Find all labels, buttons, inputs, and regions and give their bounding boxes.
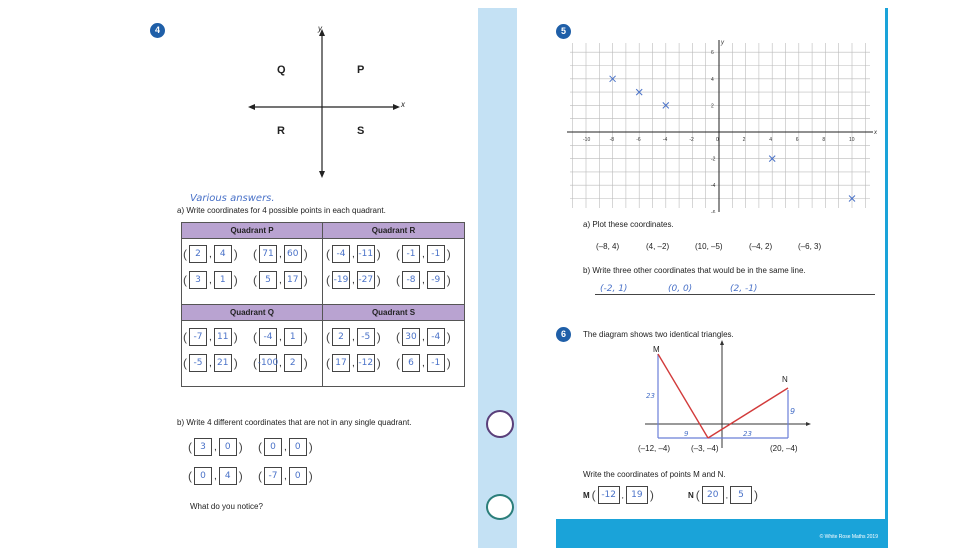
close-paren: ) [233,247,238,261]
point-n-label: N [782,375,788,384]
y-tick-label: 4 [711,76,714,83]
header-quadrant-q: Quadrant Q [182,304,323,321]
q5-part-a: a) Plot these coordinates. [583,220,674,229]
x-box: 5 [259,271,277,289]
q6-prompt: Write the coordinates of points M and N. [583,470,726,479]
x-box: -8 [402,271,420,289]
close-paren: ) [303,247,308,261]
grid-x-label: x [874,130,877,136]
m-answer [583,486,654,504]
coordinate-cell [253,326,308,348]
label-left-point: (–12, –4) [638,444,671,453]
x-box: 0 [194,467,212,485]
comma: , [284,470,287,482]
open-paren: ( [695,488,700,502]
annotation-9-right: 9 [790,407,796,416]
y-tick-label: -4 [711,183,716,190]
y-box: -12 [357,354,375,372]
n-answer [688,486,758,504]
copyright: © White Rose Maths 2019 [819,534,878,540]
x-tick-label: 10 [849,137,855,143]
triangles-diagram [640,340,815,450]
header-quadrant-s: Quadrant S [323,304,464,321]
answer-line [595,294,875,295]
close-paren: ) [376,247,381,261]
close-paren: ) [233,356,238,370]
x-box: 30 [402,328,420,346]
close-paren: ) [238,469,243,483]
n-x-box: 20 [702,486,724,504]
coordinate-grid [565,38,877,213]
page-footer [556,519,886,548]
q5-answer-2: (0, 0) [668,284,693,294]
close-paren: ) [303,330,308,344]
comma: , [352,248,355,260]
y-box: -1 [427,245,445,263]
open-paren: ( [183,273,187,287]
open-paren: ( [253,330,257,344]
open-paren: ( [188,440,192,454]
y-box: -4 [427,328,445,346]
close-paren: ) [303,356,308,370]
x-tick-label: 4 [769,137,772,143]
comma: , [279,357,282,369]
x-box: 6 [402,354,420,372]
coordinate-cell [396,352,451,374]
header-quadrant-r: Quadrant R [323,223,464,239]
x-box: 17 [332,354,350,372]
y-box: 4 [219,467,237,485]
comma: , [209,357,212,369]
axis-x-label: x [401,100,405,109]
close-paren: ) [446,356,451,370]
quadrant-r-label: R [277,125,285,137]
close-paren: ) [754,488,759,502]
close-paren: ) [376,273,381,287]
comma: , [422,331,425,343]
coordinate-cell [326,352,381,374]
coordinate-cell [253,269,308,291]
q5-answer-3: (2, -1) [730,284,758,294]
y-box: -5 [357,328,375,346]
comma: , [279,274,282,286]
open-paren: ( [396,247,400,261]
question-4-badge: 4 [150,23,165,38]
y-box: 4 [214,245,232,263]
comma: , [422,357,425,369]
comma: , [352,274,355,286]
open-paren: ( [183,247,187,261]
y-box: -27 [357,271,375,289]
x-box: -4 [332,245,350,263]
quadrant-p-label: P [357,64,365,76]
x-box: -5 [189,354,207,372]
coord-2: (4, –2) [646,242,670,251]
comma: , [209,331,212,343]
open-paren: ( [183,330,187,344]
comma: , [725,490,729,500]
y-box: 21 [214,354,232,372]
x-tick-label: 8 [822,137,826,143]
x-box: 3 [189,271,207,289]
close-paren: ) [446,273,451,287]
open-paren: ( [258,440,262,454]
annotation-23-bottom: 23 [743,430,752,438]
q5-part-b: b) Write three other coordinates that would be in the same line. [583,266,806,275]
coordinate-cell [253,243,308,265]
coord-3: (10, –5) [695,242,723,251]
point-m-label: M [653,345,660,354]
close-paren: ) [446,247,451,261]
close-paren: ) [238,440,243,454]
coord-4: (–4, 2) [749,242,773,251]
y-box: 1 [214,271,232,289]
x-box: -1 [402,245,420,263]
x-box: -7 [264,467,282,485]
y-tick-label: -2 [711,156,716,163]
open-paren: ( [396,330,400,344]
question-5-badge: 5 [556,24,571,39]
comma: , [621,490,624,500]
comma: , [422,248,425,260]
comma: , [352,357,355,369]
y-box: 2 [284,354,302,372]
y-tick-label: 6 [711,50,714,57]
handwritten-note: Various answers. [190,193,275,204]
quadrant-axes [240,25,410,185]
coordinate-cell [396,326,451,348]
y-box: 1 [284,328,302,346]
part-b-cell [258,465,313,487]
grid-y-label: y [721,40,724,46]
close-paren: ) [446,330,451,344]
open-paren: ( [396,273,400,287]
coord-1: (–8, 4) [596,242,620,251]
x-box: 0 [264,438,282,456]
close-paren: ) [649,488,654,502]
m-x-box: -12 [598,486,620,504]
x-box: 2 [332,328,350,346]
x-box: 71 [259,245,277,263]
x-tick-label: -6 [636,137,641,143]
comma: , [279,331,282,343]
y-tick-label: 2 [711,103,714,110]
comma: , [214,470,217,482]
comma: , [352,331,355,343]
coordinate-cell [253,352,308,374]
close-paren: ) [233,273,238,287]
coord-5: (–6, 3) [798,242,822,251]
m-label: M [583,490,590,500]
coordinate-cell [183,326,238,348]
x-tick-label: 0 [716,137,719,143]
axis-y-label: y [318,24,322,33]
comma: , [209,274,212,286]
coordinate-cell [396,243,451,265]
question-6-badge: 6 [556,327,571,342]
part-a-instruction: a) Write coordinates for 4 possible points in each quadrant. [177,206,386,215]
close-paren: ) [308,440,313,454]
part-b-cell [258,436,313,458]
x-box: -4 [259,328,277,346]
y-box: 17 [284,271,302,289]
open-paren: ( [183,356,187,370]
coordinate-cell [183,352,238,374]
coordinate-cell [326,326,381,348]
open-paren: ( [253,273,257,287]
y-box: -11 [357,245,375,263]
part-b-cell [188,436,243,458]
speech-bubble-icon [486,494,514,520]
close-paren: ) [233,330,238,344]
notice-question: What do you notice? [190,502,263,511]
x-tick-label: -4 [662,137,668,143]
q6-text: The diagram shows two identical triangles. [583,330,734,339]
coordinate-cell [326,269,381,291]
y-box: -9 [427,271,445,289]
close-paren: ) [308,469,313,483]
y-box: 0 [289,467,307,485]
coordinate-cell [396,269,451,291]
right-page-edge [885,8,888,548]
open-paren: ( [326,330,330,344]
y-box: 0 [289,438,307,456]
part-b-cell [188,465,243,487]
coordinate-cell [183,269,238,291]
annotation-9-bottom: 9 [684,430,689,438]
x-tick-label: -10 [583,137,591,143]
comma: , [279,248,282,260]
header-quadrant-p: Quadrant P [182,223,323,239]
m-y-box: 19 [626,486,648,504]
open-paren: ( [326,356,330,370]
open-paren: ( [591,488,596,502]
y-box: -1 [427,354,445,372]
close-paren: ) [303,273,308,287]
n-y-box: 5 [730,486,752,504]
label-right-point: (20, –4) [770,444,798,453]
quadrant-s-label: S [357,125,365,137]
open-paren: ( [253,247,257,261]
coordinate-cell [326,243,381,265]
x-tick-label: 6 [795,137,799,143]
comma: , [214,441,217,453]
open-paren: ( [326,273,330,287]
thinking-cloud-icon [486,410,514,438]
x-box: 3 [194,438,212,456]
q5-answer-1: (-2, 1) [600,284,628,294]
y-tick-label: -6 [711,209,716,213]
x-box: -100 [259,354,277,372]
part-b-instruction: b) Write 4 different coordinates that are not in any single quadrant. [177,418,412,427]
y-box: 60 [284,245,302,263]
x-tick-label: 2 [742,137,746,143]
open-paren: ( [258,469,262,483]
y-box: 0 [219,438,237,456]
label-mid-point: (–3, –4) [691,444,719,453]
annotation-23-left: 23 [646,392,655,400]
x-box: 2 [189,245,207,263]
open-paren: ( [396,356,400,370]
x-box: -19 [332,271,350,289]
comma: , [209,248,212,260]
open-paren: ( [188,469,192,483]
close-paren: ) [376,330,381,344]
quadrant-q-label: Q [277,64,286,76]
x-tick-label: -2 [689,137,694,143]
x-tick-label: -8 [609,137,615,143]
table-divider [322,223,323,386]
y-box: 11 [214,328,232,346]
comma: , [284,441,287,453]
page-gutter [478,8,517,548]
close-paren: ) [376,356,381,370]
open-paren: ( [326,247,330,261]
coordinate-cell [183,243,238,265]
n-label: N [688,490,694,500]
x-box: -7 [189,328,207,346]
open-paren: ( [253,356,257,370]
comma: , [422,274,425,286]
